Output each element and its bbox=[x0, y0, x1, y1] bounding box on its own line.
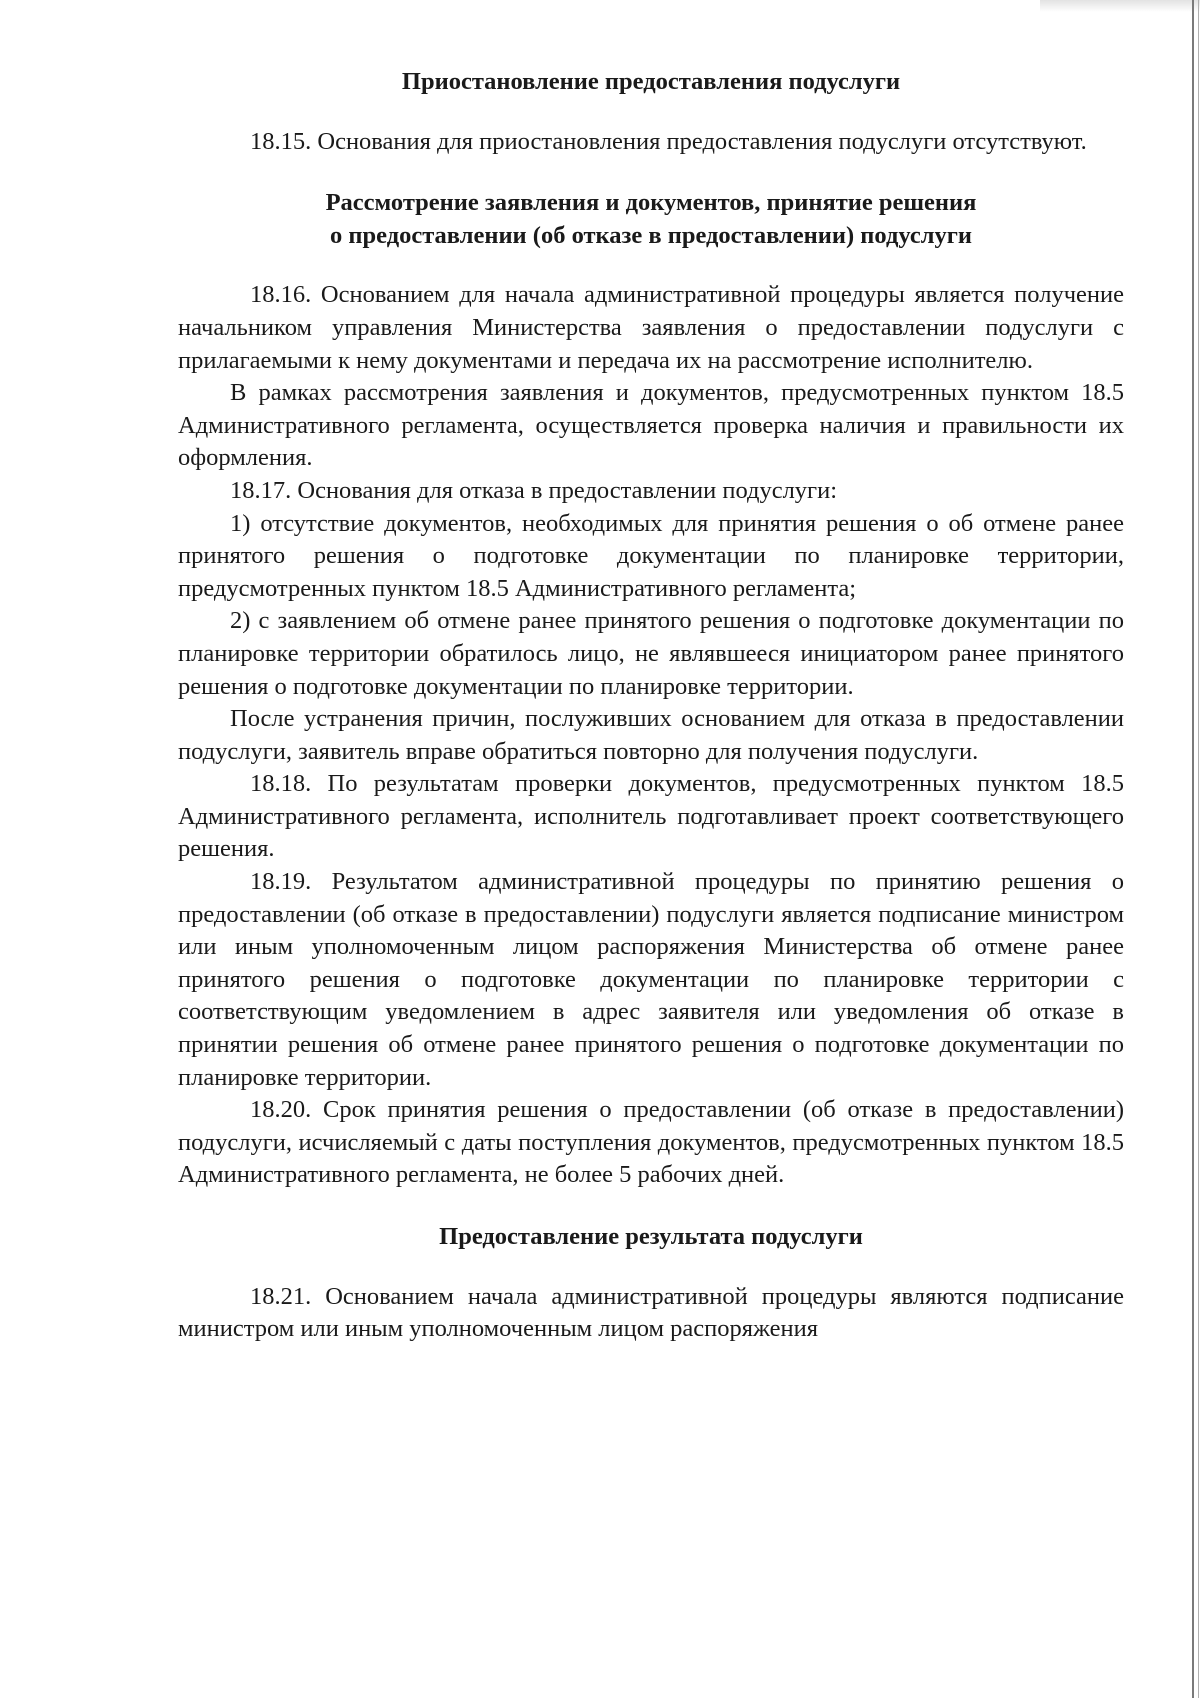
heading-result: Предоставление результата подуслуги bbox=[439, 1223, 863, 1250]
document-body bbox=[178, 66, 1124, 1346]
heading-consideration-line1: Рассмотрение заявления и документов, принятие решения bbox=[325, 189, 977, 217]
scan-edge-outer bbox=[1198, 0, 1199, 1698]
paragraph-18-18: 18.18. По результатам проверки документов, предусмотренных пунктом 18.5 Административного регламента, исполнитель подготавливает проект соответствующего решения. bbox=[178, 770, 1124, 863]
paragraph-18-19: 18.19. Результатом административной процедуры по принятию решения о предоставлении (об отказе в предоставлении) подуслуги является подписание министром или иным уполномоченным лицом распоряжения Министерства об отмене ранее принятого решения о подготовке документации по планировке территории с соответствующим уведомлением в адрес заявителя или уведомления об отказе в принятии решения об отмене ранее принятого решения о подготовке документации по планировке территории. bbox=[178, 868, 1124, 1091]
paragraph-review: В рамках рассмотрения заявления и документов, предусмотренных пунктом 18.5 Административного регламента, осуществляется проверка наличия и правильности их оформления. bbox=[178, 379, 1124, 472]
list-item-2: 2) с заявлением об отмене ранее принятого решения о подготовке документации по планировке территории обратилось лицо, не являвшееся инициатором ранее принятого решения о подготовке документации по планировке территории. bbox=[178, 607, 1124, 700]
scan-shadow bbox=[1040, 0, 1200, 12]
list-item-1: 1) отсутствие документов, необходимых для принятия решения о об отмене ранее принятого решения о подготовке документации по планировке территории, предусмотренных пунктом 18.5 Административного регламента; bbox=[178, 509, 1124, 602]
heading-suspension: Приостановление предоставления подуслуги bbox=[401, 68, 901, 95]
paragraph-18-15: 18.15. Основания для приостановления предоставления подуслуги отсутствуют. bbox=[250, 127, 1087, 155]
paragraph-18-20: 18.20. Срок принятия решения о предоставлении (об отказе в предоставлении) подуслуги, исчисляемый с даты поступления документов, предусмотренных пунктом 18.5 Административного регламента, не более 5 рабочих дней. bbox=[178, 1096, 1124, 1189]
paragraph-after-refusal: После устранения причин, послуживших основанием для отказа в предоставлении подуслуги, заявитель вправе обратиться повторно для получения подуслуги. bbox=[178, 705, 1124, 765]
scan-edge bbox=[1192, 0, 1194, 1698]
paragraph-18-17: 18.17. Основания для отказа в предоставлении подуслуги: bbox=[230, 476, 838, 504]
heading-consideration-line2: о предоставлении (об отказе в предоставлении) подуслуги bbox=[330, 221, 972, 249]
paragraph-18-21: 18.21. Основанием начала административной процедуры являются подписание министром или иным уполномоченным лицом распоряжения bbox=[178, 1282, 1124, 1343]
paragraph-18-16: 18.16. Основанием для начала административной процедуры является получение начальником управления Министерства заявления о предоставлении подуслуги с прилагаемыми к нему документами и передача их на рассмотрение исполнителю. bbox=[178, 281, 1124, 374]
heading-consideration bbox=[178, 187, 1124, 252]
